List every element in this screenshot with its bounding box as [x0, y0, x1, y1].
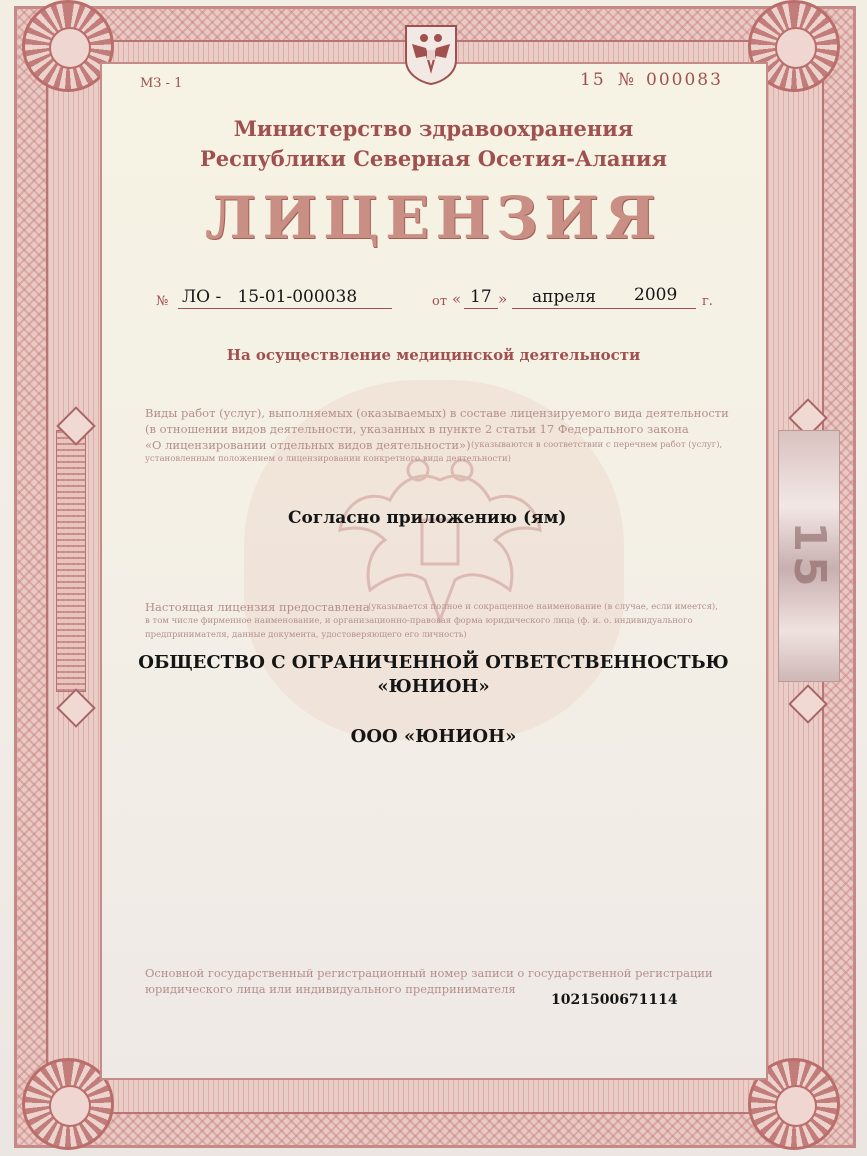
works-caption-line-3-note: (указываются в соответствии с перечнем работ (услуг), [471, 440, 723, 450]
issuer-line-2: Республики Северная Осетия-Алания [200, 146, 667, 171]
ogrn-caption-line-1: Основной государственный регистрационный номер записи о государственной регистрации [145, 966, 713, 980]
works-value: Согласно приложению (ям) [288, 508, 567, 528]
license-number-underline [178, 308, 392, 309]
blank-number: 000083 [646, 70, 723, 90]
holder-full-name-line-2: «ЮНИОН» [377, 676, 490, 697]
date-from-label: от [432, 294, 448, 309]
works-caption-line-4: установленным положением о лицензировании конкретного вида деятельности) [145, 454, 511, 464]
license-number-label: № [156, 294, 169, 309]
issuer-line-1: Министерство здравоохранения [233, 116, 634, 141]
russian-coat-of-arms-icon [402, 22, 460, 86]
form-code: МЗ - 1 [140, 76, 183, 91]
works-caption-line-2: (в отношении видов деятельности, указанных в пункте 2 статьи 17 Федерального закона [145, 422, 689, 436]
document-title: ЛИЦЕНЗИЯ [205, 184, 662, 252]
works-caption-line-3: «О лицензировании отдельных видов деятельности») [145, 438, 471, 452]
date-year: 2009 [634, 285, 678, 305]
ogrn-value: 1021500671114 [551, 992, 678, 1008]
works-caption-line-1: Виды работ (услуг), выполняемых (оказываемых) в составе лицензируемого вида деятельности [145, 406, 729, 420]
date-day: 17 [470, 287, 492, 307]
blank-number-sign: № [618, 70, 635, 90]
date-day-underline [464, 308, 498, 309]
activity-type: На осуществление медицинской деятельности [226, 346, 641, 364]
holder-caption-line-3: предпринимателя, данные документа, удостоверяющего его личность) [145, 630, 467, 640]
date-month-year-underline [512, 308, 696, 309]
date-month: апреля [532, 287, 596, 307]
date-year-suffix: г. [702, 294, 713, 309]
date-quote-close: » [498, 290, 508, 308]
blank-series: 15 [580, 70, 606, 90]
hologram-strip: 15 [778, 430, 840, 682]
holder-caption-line-2: в том числе фирменное наименование, и организационно-правовая форма юридического лица (ф. и. о. индивидуального [145, 616, 693, 626]
ogrn-caption-line-2: юридического лица или индивидуального предпринимателя [145, 982, 516, 996]
holder-full-name-line-1: ОБЩЕСТВО С ОГРАНИЧЕННОЙ ОТВЕТСТВЕННОСТЬЮ [138, 652, 729, 673]
holder-caption-line-1: Настоящая лицензия предоставлена [145, 600, 370, 614]
date-quote-open: « [452, 290, 462, 308]
holder-short-name: ООО «ЮНИОН» [350, 726, 517, 747]
license-number: ЛО - 15-01-000038 [182, 287, 358, 307]
holder-caption-line-1-note: (указывается полное и сокращенное наименование (в случае, если имеется), [368, 602, 718, 612]
